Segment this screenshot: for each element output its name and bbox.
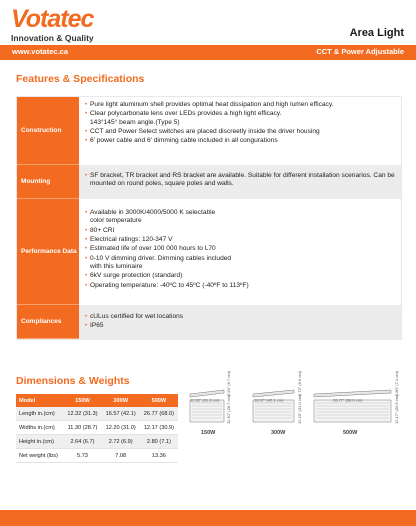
table-cell: 12.20 (31.0) bbox=[102, 421, 140, 435]
spec-row-compliances bbox=[17, 305, 401, 339]
column-header: 500W bbox=[140, 394, 178, 407]
spec-item: • CCT and Power Select switches are placed discreetly inside the driver housing bbox=[85, 127, 320, 135]
table-cell: 26.77 (68.0) bbox=[140, 407, 178, 421]
table-cell: 2.80 (7.1) bbox=[140, 435, 178, 449]
table-cell: 5.73 bbox=[63, 449, 101, 463]
length-label: 16.57" (42.1 cm) bbox=[254, 397, 284, 403]
column-header: 150W bbox=[63, 394, 101, 407]
tagline: Innovation & Quality bbox=[11, 33, 94, 43]
table-cell: 13.36 bbox=[140, 449, 178, 463]
table-row bbox=[16, 449, 178, 463]
length-label: 12.32" (31.3 cm) bbox=[190, 397, 220, 403]
table-cell: 7.08 bbox=[102, 449, 140, 463]
spec-content bbox=[79, 199, 401, 305]
table-row bbox=[16, 407, 178, 421]
table-cell: 12.32 (31.3) bbox=[63, 407, 101, 421]
page-title: Area Light bbox=[349, 27, 404, 39]
height-label: 2.80" (7.1 cm) bbox=[394, 371, 399, 396]
page-subtitle: CCT & Power Adjustable bbox=[316, 47, 404, 56]
spec-item: • Electrical ratings: 120-347 V bbox=[85, 235, 173, 243]
spec-row-performance bbox=[17, 199, 401, 305]
height-label: 2.64" (6.7 cm) bbox=[226, 371, 231, 396]
spec-item: • Estimated life of over 100 000 hours to L70 bbox=[85, 245, 216, 253]
length-label: 26.77" (68.0 cm) bbox=[333, 397, 363, 403]
spec-label: Mounting bbox=[17, 165, 79, 199]
features-title: Features & Specifications bbox=[16, 73, 145, 85]
spec-content bbox=[79, 165, 401, 199]
table-cell: 11.30 (28.7) bbox=[63, 421, 101, 435]
spec-item: • 6' power cable and 6' dimming cable included in all congurations bbox=[85, 137, 278, 145]
specifications-table bbox=[16, 96, 402, 340]
spec-item: • cULus certified for wet locations bbox=[85, 313, 184, 320]
spec-row-construction bbox=[17, 97, 401, 165]
spec-item: • 80+ CRI bbox=[85, 226, 115, 234]
spec-content bbox=[79, 97, 401, 165]
column-header: Model bbox=[16, 394, 63, 407]
dimensions-table bbox=[16, 394, 178, 463]
spec-content bbox=[79, 305, 401, 339]
spec-item: • Clear polycarbonate lens over LEDs provides a high light efficacy. 143°145° beam angle.(Type 5) bbox=[85, 110, 282, 126]
dimensions-title: Dimensions & Weights bbox=[16, 375, 130, 387]
spec-label: Compliances bbox=[17, 305, 79, 339]
table-cell: 2.72 (6.9) bbox=[102, 435, 140, 449]
spec-label: Performance Data bbox=[17, 199, 79, 305]
brand-logo: Votatec bbox=[11, 5, 94, 33]
height-label: 2.72" (6.9 cm) bbox=[297, 371, 302, 396]
table-row bbox=[16, 421, 178, 435]
table-cell: Widths in.(cm) bbox=[16, 421, 63, 435]
table-row bbox=[16, 435, 178, 449]
website-link[interactable]: www.votatec.ca bbox=[12, 47, 68, 56]
table-cell: 16.57 (42.1) bbox=[102, 407, 140, 421]
spec-row-mounting bbox=[17, 165, 401, 199]
drawing-500w bbox=[311, 371, 403, 428]
width-label: 12.20" (31.0 cm) bbox=[297, 394, 302, 424]
spec-item: • SF bracket, TR bracket and RS bracket are available. Suitable for different installation scenarios. Can be mounted on round poles, square poles and walls. bbox=[85, 172, 395, 188]
table-header-row bbox=[16, 394, 178, 407]
spec-item: • 6kV surge protection (standard) bbox=[85, 272, 183, 280]
width-label: 11.30" (28.7 cm) bbox=[226, 394, 231, 424]
width-label: 12.17" (30.9 cm) bbox=[394, 394, 399, 424]
spec-item: • Pure light aluminum shell provides optimal heat dissipation and high lumen efficacy. bbox=[85, 101, 334, 108]
spec-item: • Operating temperature: -40ºC to 45ºC (-40ºF to 113ºF) bbox=[85, 281, 249, 289]
drawing-150w bbox=[186, 371, 234, 428]
table-cell: 12.17 (30.9) bbox=[140, 421, 178, 435]
table-cell: Height in.(cm) bbox=[16, 435, 63, 449]
drawing-label: 300W bbox=[271, 430, 286, 436]
drawing-label: 150W bbox=[201, 430, 216, 436]
table-cell: Length in.(cm) bbox=[16, 407, 63, 421]
spec-item: • Available in 3000K/4000/5000 K selectable color temperature bbox=[85, 209, 216, 225]
spec-item: • 0-10 V dimming driver. Dimming cables included with this luminaire bbox=[85, 254, 232, 270]
spec-item: • IP65 bbox=[85, 322, 104, 330]
header-bar bbox=[0, 45, 416, 60]
footer-bar bbox=[0, 510, 416, 526]
column-header: 300W bbox=[102, 394, 140, 407]
drawing-label: 500W bbox=[343, 430, 358, 436]
table-cell: Net weight (lbs) bbox=[16, 449, 63, 463]
spec-label: Construction bbox=[17, 97, 79, 165]
drawing-300w bbox=[250, 371, 306, 428]
table-cell: 2.64 (6.7) bbox=[63, 435, 101, 449]
